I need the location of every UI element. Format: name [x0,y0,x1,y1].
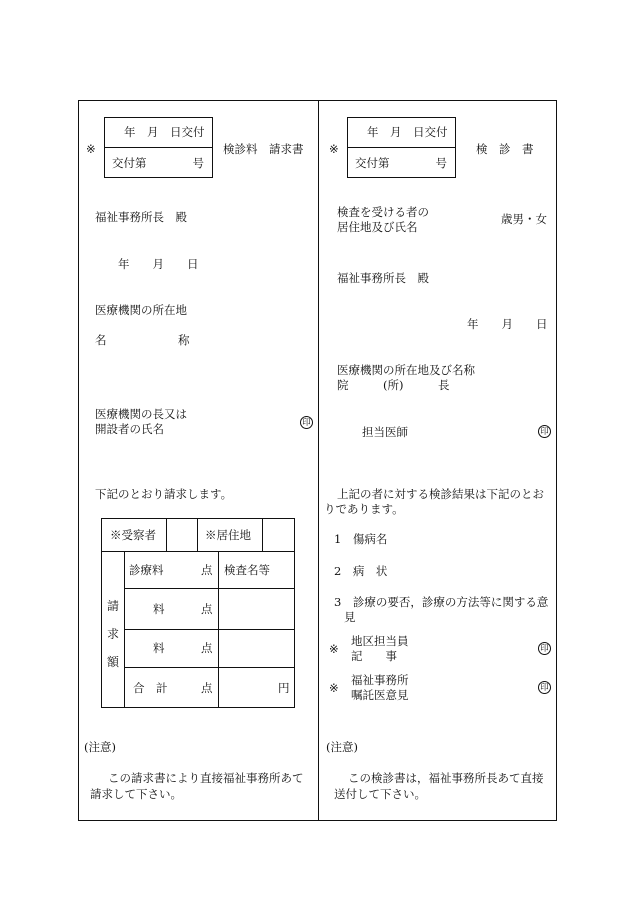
reference-mark: ※ [86,142,96,156]
item-treatment-2: 見 [344,610,356,624]
office-label-2: 嘱託医意見 [351,688,409,702]
seal-icon: 印 [300,416,313,429]
recipient-header: ※受察者 [110,528,156,542]
head-name-label-1: 医療機関の長又は [95,407,187,421]
note-text-2: 送付して下さい。 [334,787,426,801]
office-mark: ※ [329,681,339,695]
issue-box-divider [104,147,213,148]
issue-date-label: 年 月 日交付 [367,125,448,139]
point-unit-2: 点 [201,602,213,616]
note-heading: (注意) [84,740,116,754]
subject-label-1: 検査を受ける者の [337,205,429,219]
issue-date-label: 年 月 日交付 [124,125,205,139]
doctor-label: 担当医師 [362,425,408,439]
issue-number-label: 交付第 号 [112,156,204,170]
request-text: 下記のとおり請求します。 [95,487,233,501]
note-text-2: 請求して下さい。 [90,787,182,801]
form-title: 検 診 書 [476,142,534,156]
issue-box-divider [347,147,456,148]
institution-label-2: 院 (所) 長 [337,378,450,392]
exam-name-header: 検査名等 [224,563,270,577]
fee-label-3: 料 [153,641,165,655]
institution-name-label-1: 名 [95,333,107,347]
seal-icon: 印 [538,642,551,655]
item-diagnosis: 1 傷病名 [334,532,388,546]
district-mark: ※ [329,642,339,656]
institution-name-label-2: 称 [178,333,190,347]
claim-amount-char-2: 求 [107,627,120,641]
reference-mark: ※ [329,142,339,156]
note-text-1: この検診書は，福祉事務所長あて直接 [348,771,544,785]
item-treatment-1: 3 診療の要否，診療の方法等に関する意 [334,595,549,609]
point-unit-1: 点 [201,563,213,577]
head-name-label-2: 開設者の氏名 [95,422,164,436]
fee-label-2: 料 [153,602,165,616]
claim-date: 年 月 日 [118,257,199,271]
result-text-1: 上記の者に対する検診結果は下記のとお [337,487,544,501]
residence-header: ※居住地 [205,528,251,542]
district-label-1: 地区担当員 [351,634,409,648]
addressee: 福祉事務所長 殿 [337,271,429,285]
result-text-2: りであります。 [324,502,404,516]
item-condition: 2 病 状 [334,564,388,578]
claim-amount-char-1: 請 [107,599,120,613]
seal-icon: 印 [538,681,551,694]
seal-icon: 印 [538,425,551,438]
institution-label-1: 医療機関の所在地及び名称 [337,363,475,377]
subject-label-2: 居住地及び氏名 [337,220,418,234]
note-heading: (注意) [326,740,358,754]
total-label: 合 計 [133,681,168,695]
district-label-2: 記 事 [351,649,397,663]
issue-number-label: 交付第 号 [355,156,447,170]
center-divider [318,100,319,821]
report-date: 年 月 日 [467,317,548,331]
point-unit-total: 点 [201,681,213,695]
note-text-1: この請求書により直接福祉事務所あて [108,771,304,785]
addressee: 福祉事務所長 殿 [95,210,187,224]
claim-table-border [101,518,295,708]
form-title: 検診料 請求書 [223,142,304,156]
yen-unit: 円 [278,681,290,695]
fee-label-1: 診療料 [129,563,164,577]
age-sex-label: 歳男・女 [501,212,547,226]
claim-amount-char-3: 額 [107,655,120,669]
point-unit-3: 点 [201,641,213,655]
institution-address-label: 医療機関の所在地 [95,303,187,317]
office-label-1: 福祉事務所 [351,673,409,687]
